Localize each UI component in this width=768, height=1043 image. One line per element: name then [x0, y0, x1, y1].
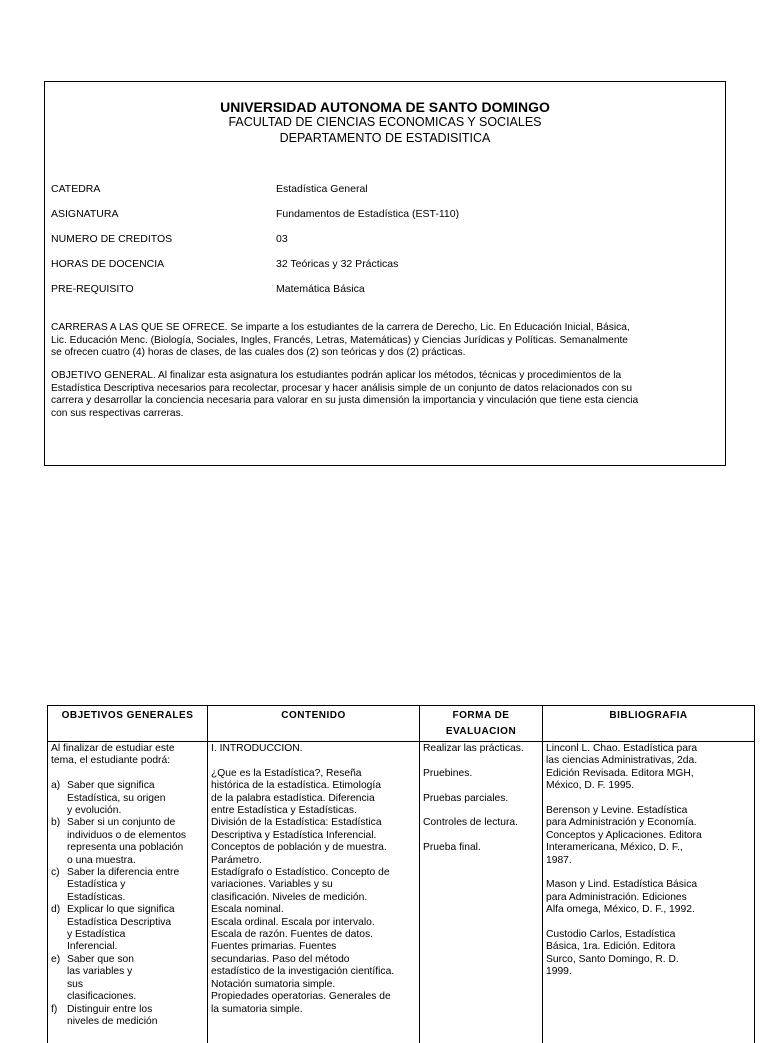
info-label-catedra: CATEDRA	[51, 183, 100, 195]
bibliografia-entry: Custodio Carlos, Estadística Básica, 1ra. Edición. Editora Surco, Santo Domingo, R. D. 1999.	[546, 929, 751, 979]
evaluacion-item: Controles de lectura.	[423, 817, 539, 829]
list-item: f) Distinguir entre los niveles de medición	[51, 1004, 204, 1029]
objetivos-intro-line: Al finalizar de estudiar este	[51, 743, 204, 755]
contenido-cell: I. INTRODUCCION. ¿Que es la Estadística?, Reseña histórica de la estadística. Etimología de la palabra estadística. Diferencia entre Estadística y Estadísticas. División de la Estadística: Estadística Descriptiva y Estadística Inferencial. Conceptos de población y de muestra. Parámetro. Estadígrafo o Estadístico. Concepto de variaciones. Variables y su clasificación. Niveles de medición. Escala nominal. Escala ordinal. Escala por intervalo. Escala de razón. Fuentes de datos. Fuentes primarias. Fuentes secundarias. Paso del método estadístico de la investigación científica. Notación sumatoria simple. Propiedades operatorias. Generales de la sumatoria simple.	[208, 742, 420, 1043]
evaluacion-item: Prueba final.	[423, 842, 539, 854]
syllabus-table	[47, 705, 755, 1043]
list-item: c) Saber la diferencia entre Estadística y Estadísticas.	[51, 867, 204, 904]
list-item: d) Explicar lo que significa Estadística Descriptiva y Estadística Inferencial.	[51, 904, 204, 954]
carreras-paragraph	[51, 322, 716, 360]
header-evaluacion: FORMA DE EVALUACION	[420, 706, 543, 742]
info-label-asignatura: ASIGNATURA	[51, 208, 118, 220]
table-row	[48, 742, 755, 1043]
carreras-line: CARRERAS A LAS QUE SE OFRECE. Se imparte a los estudiantes de la carrera de Derecho, Lic. En Educación Inicial, Básica,	[51, 322, 716, 335]
objetivos-intro-line: tema, el estudiante podrá:	[51, 755, 204, 767]
list-item: e) Saber que son las variables y sus clasificaciones.	[51, 954, 204, 1004]
header-objetivos: OBJETIVOS GENERALES	[48, 706, 208, 742]
info-value-horas: 32 Teóricas y 32 Prácticas	[276, 258, 398, 270]
info-value-prerequisito: Matemática Básica	[276, 283, 365, 295]
bibliografia-entry: Berenson y Levine. Estadística para Administración y Economía. Conceptos y Aplicaciones. Editora Interamericana, México, D. F., 1987.	[546, 805, 751, 867]
objetivos-cell	[48, 742, 208, 1043]
header-bibliografia: BIBLIOGRAFIA	[543, 706, 755, 742]
bibliografia-entry: Linconl L. Chao. Estadística para las ciencias Administrativas, 2da. Edición Revisada. Editora MGH, México, D. F. 1995.	[546, 743, 751, 793]
header-contenido: CONTENIDO	[208, 706, 420, 742]
list-item: a) Saber que significa Estadística, su origen y evolución.	[51, 780, 204, 817]
evaluacion-cell	[420, 742, 543, 1043]
info-label-horas: HORAS DE DOCENCIA	[51, 258, 164, 270]
course-info-box	[44, 81, 726, 466]
objetivos-list	[51, 780, 204, 1028]
info-value-creditos: 03	[276, 233, 288, 245]
objetivo-line: carrera y desarrollar la conciencia necesaria para valorar en su justa dimensión la importancia y vinculación que tiene esta ciencia	[51, 395, 716, 408]
info-value-catedra: Estadística General	[276, 183, 368, 195]
objetivo-line: con sus respectivas carreras.	[51, 408, 716, 421]
evaluacion-item: Pruebines.	[423, 768, 539, 780]
objetivo-general-paragraph	[51, 370, 716, 420]
evaluacion-item: Realizar las prácticas.	[423, 743, 539, 755]
bibliografia-entry: Mason y Lind. Estadística Básica para Administración. Ediciones Alfa omega, México, D. F., 1992.	[546, 879, 751, 916]
department-title: DEPARTAMENTO DE ESTADISITICA	[45, 131, 725, 145]
info-label-prerequisito: PRE-REQUISITO	[51, 283, 134, 295]
info-value-asignatura: Fundamentos de Estadística (EST-110)	[276, 208, 459, 220]
objetivo-line: OBJETIVO GENERAL. Al finalizar esta asignatura los estudiantes podrán aplicar los métodos, técnicas y procedimientos de la	[51, 370, 716, 383]
contenido-title: I. INTRODUCCION.	[211, 743, 416, 755]
bibliografia-cell	[543, 742, 755, 1043]
list-item: b) Saber si un conjunto de individuos o de elementos representa una población o una muestra.	[51, 817, 204, 867]
objetivo-line: Estadística Descriptiva necesarios para recolectar, procesar y hacer análisis simple de un conjunto de datos relacionados con su	[51, 383, 716, 396]
carreras-line: se ofrecen cuatro (4) horas de clases, de las cuales dos (2) son teóricas y dos (2) prácticas.	[51, 347, 716, 360]
carreras-line: Lic. Educación Menc. (Biología, Sociales, Ingles, Francés, Letras, Matemáticas) y Ciencias Jurídicas y Políticas. Semanalmente	[51, 335, 716, 348]
faculty-title: FACULTAD DE CIENCIAS ECONOMICAS Y SOCIALES	[45, 115, 725, 129]
table-header-row	[48, 706, 755, 742]
evaluacion-item: Pruebas parciales.	[423, 793, 539, 805]
university-title: UNIVERSIDAD AUTONOMA DE SANTO DOMINGO	[45, 99, 725, 115]
info-label-creditos: NUMERO DE CREDITOS	[51, 233, 172, 245]
